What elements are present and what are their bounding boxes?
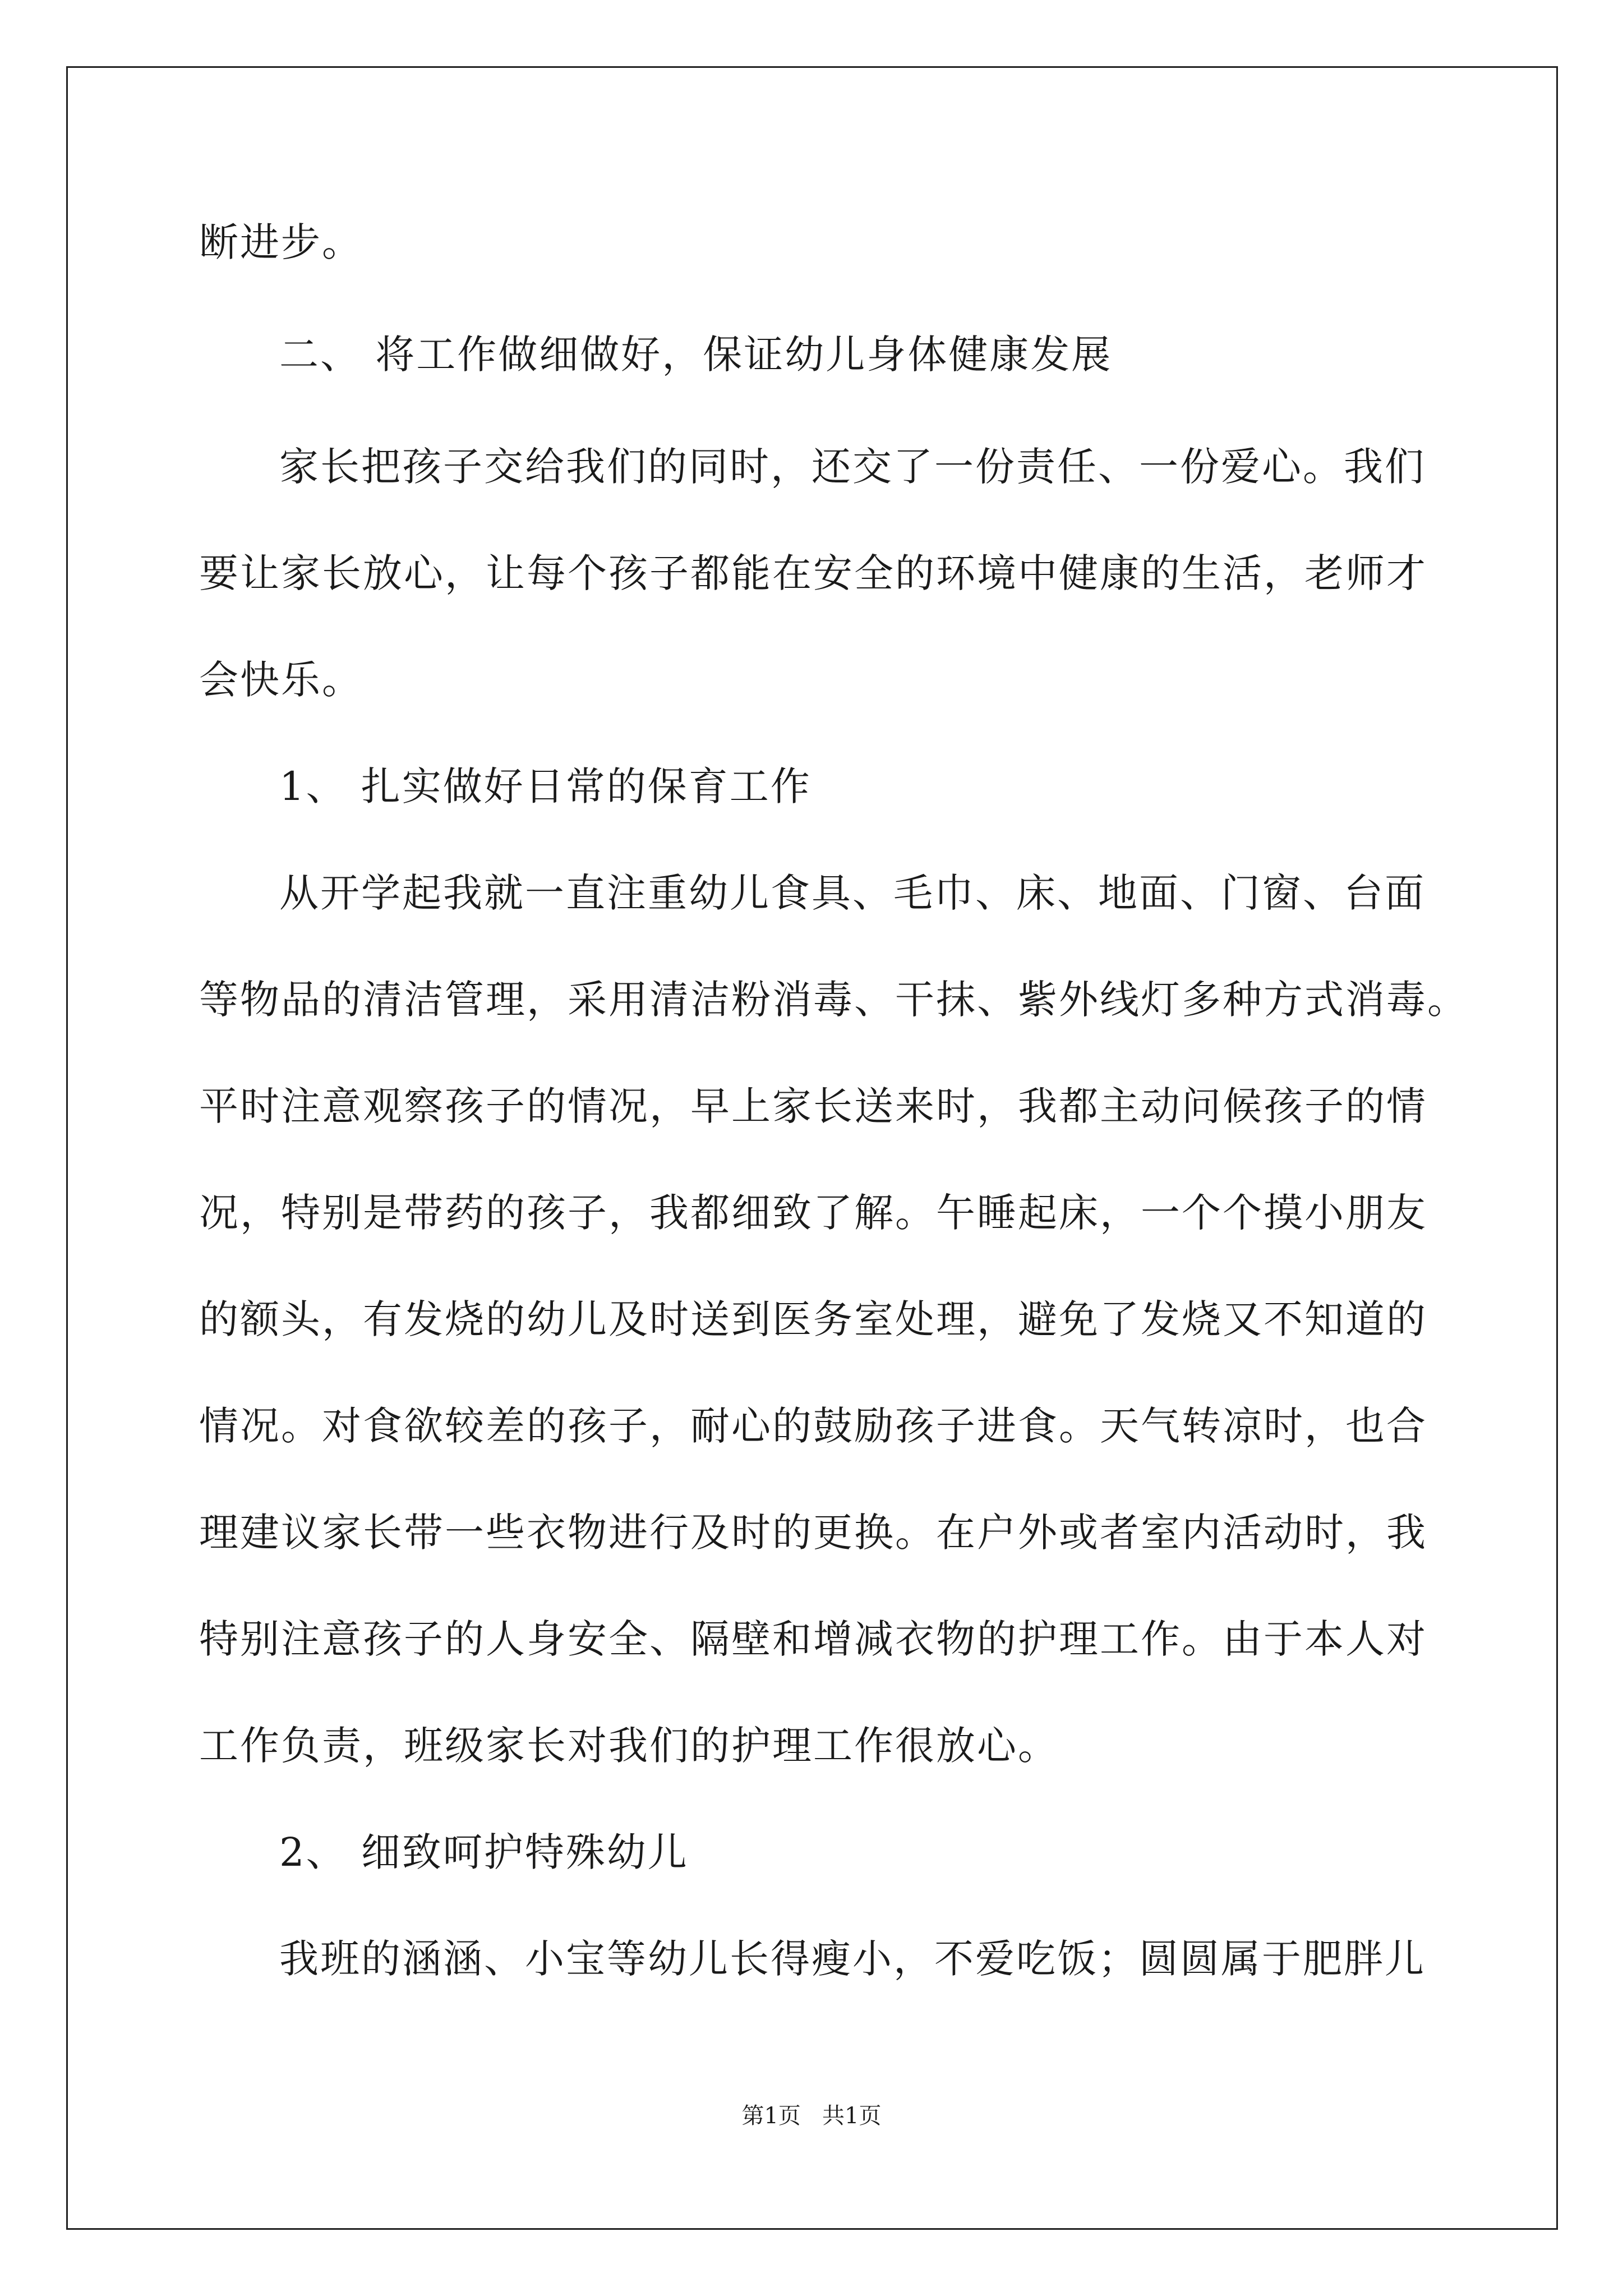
- text-line-7: 从开学起我就一直注重幼儿食具、毛巾、床、地面、门窗、台面: [279, 870, 1426, 916]
- text-line-13: 理建议家长带一些衣物进行及时的更换。在户外或者室内活动时，我: [199, 1510, 1427, 1556]
- text-line-4: 要让家长放心，让每个孩子都能在安全的环境中健康的生活，老师才: [199, 550, 1427, 596]
- text-line-5: 会快乐。: [199, 657, 363, 703]
- text-line-8: 等物品的清洁管理，采用清洁粉消毒、干抹、紫外线灯多种方式消毒。: [199, 977, 1468, 1023]
- text-line-15: 工作负责，班级家长对我们的护理工作很放心。: [199, 1723, 1059, 1769]
- text-line-14: 特别注意孩子的人身安全、隔壁和增减衣物的护理工作。由于本人对: [199, 1616, 1427, 1662]
- text-line-3: 家长把孩子交给我们的同时，还交了一份责任、一份爱心。我们: [279, 444, 1426, 490]
- text-line-12: 情况。对食欲较差的孩子，耐心的鼓励孩子进食。天气转凉时，也合: [199, 1403, 1427, 1449]
- subsection-heading-2: 2、 细致呵护特殊幼儿: [279, 1829, 689, 1875]
- text-line-10: 况，特别是带药的孩子，我都细致了解。午睡起床，一个个摸小朋友: [199, 1190, 1427, 1236]
- text-line-17: 我班的涵涵、小宝等幼儿长得瘦小，不爱吃饭；圆圆属于肥胖儿: [279, 1936, 1426, 1982]
- text-line-9: 平时注意观察孩子的情况，早上家长送来时，我都主动问候孩子的情: [199, 1083, 1427, 1129]
- text-line-11: 的额头，有发烧的幼儿及时送到医务室处理，避免了发烧又不知道的: [199, 1296, 1427, 1342]
- section-heading-2: 二、 将工作做细做好，保证幼儿身体健康发展: [279, 332, 1113, 378]
- subsection-heading-1: 1、 扎实做好日常的保育工作: [279, 763, 811, 809]
- page-footer: 第1页 共1页: [741, 2103, 882, 2129]
- text-line-1: 断进步。: [199, 219, 363, 265]
- page-border: [66, 66, 1558, 2230]
